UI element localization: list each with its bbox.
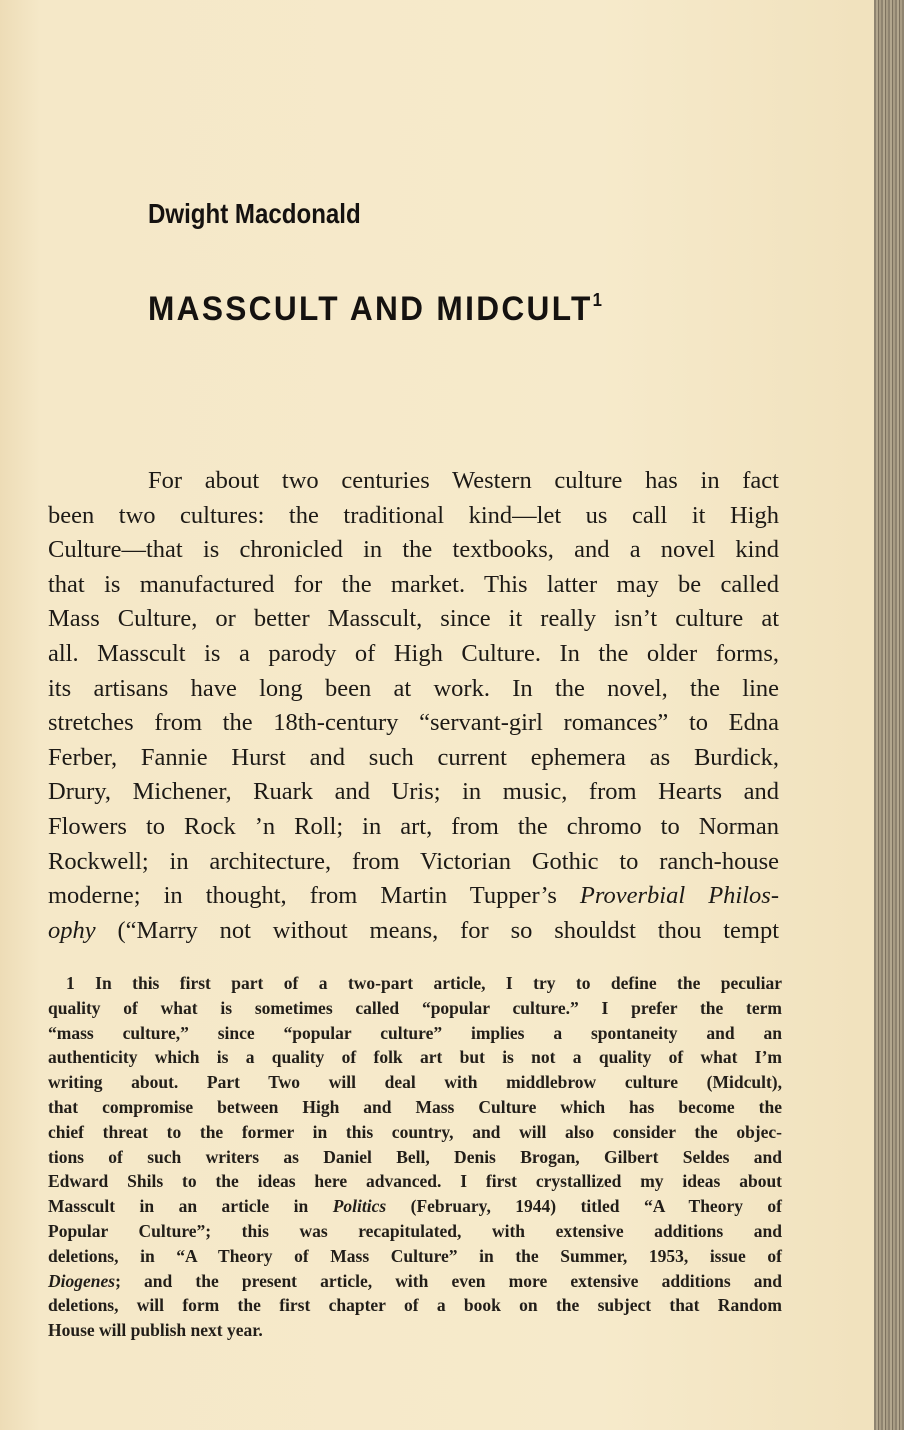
text-segment: Drury, Michener, Ruark and Uris; in music, from Hearts and	[48, 778, 779, 806]
text-segment: moderne; in thought, from Martin Tupper’s	[48, 882, 580, 910]
body-line	[48, 775, 779, 810]
footnote-line	[48, 1269, 782, 1294]
footnote-mark: 1	[592, 290, 602, 310]
text-segment: (February, 1944) titled “A Theory of	[386, 1196, 783, 1217]
text-segment: deletions, will form the first chapter of a book on the subject that Random	[48, 1295, 782, 1316]
body-line	[48, 879, 779, 914]
footnote-line	[48, 1293, 782, 1318]
footnote-line	[48, 1169, 782, 1194]
footnote-line	[48, 1194, 782, 1219]
text-segment: writing about. Part Two will deal with middlebrow culture (Midcult),	[48, 1072, 782, 1093]
body-line	[48, 464, 779, 499]
footnote-line	[48, 971, 782, 996]
text-segment: House will publish next year.	[48, 1320, 263, 1341]
italic-text: Diogenes	[48, 1270, 116, 1291]
text-segment: deletions, in “A Theory of Mass Culture” in the Summer, 1953, issue of	[48, 1245, 782, 1266]
italic-text: ophy	[48, 916, 96, 944]
text-segment: “mass culture,” since “popular culture” implies a spontaneity and an	[48, 1022, 782, 1043]
body-line	[48, 741, 779, 776]
text-segment: that compromise between High and Mass Culture which has become the	[48, 1096, 782, 1117]
body-line	[48, 810, 779, 845]
body-line	[48, 845, 779, 880]
text-segment: quality of what is sometimes called “popular culture.” I prefer the term	[48, 997, 782, 1018]
footnote-line	[48, 1219, 782, 1244]
article-title	[148, 290, 602, 329]
book-page-edges	[874, 0, 904, 1430]
text-segment: Edward Shils to the ideas here advanced. I first crystallized my ideas about	[48, 1171, 782, 1192]
footnote-line	[48, 996, 782, 1021]
italic-text: Politics	[332, 1196, 387, 1217]
text-segment: Flowers to Rock ’n Roll; in art, from the chromo to Norman	[48, 812, 779, 840]
text-segment: 1 In this first part of a two-part article, I try to define the peculiar	[66, 973, 782, 993]
text-segment: Popular Culture”; this was recapitulated, with extensive additions and	[48, 1220, 782, 1241]
text-segment: all. Masscult is a parody of High Culture. In the older forms,	[48, 639, 779, 667]
body-line	[48, 914, 779, 949]
footnote-line	[48, 1095, 782, 1120]
body-line	[48, 706, 779, 741]
text-segment: Rockwell; in architecture, from Victorian Gothic to ranch-house	[48, 847, 779, 875]
footnote	[48, 971, 782, 1343]
footnote-line	[48, 1120, 782, 1145]
text-segment: been two cultures: the traditional kind—let us call it High	[48, 501, 779, 529]
footnote-line	[48, 1244, 782, 1269]
footnote-line	[48, 1070, 782, 1095]
text-segment: Culture—that is chronicled in the textbooks, and a novel kind	[48, 536, 779, 564]
footnote-line	[48, 1045, 782, 1070]
body-text	[48, 464, 779, 948]
text-segment: stretches from the 18th-century “servant-girl romances” to Edna	[48, 709, 779, 737]
text-segment: chief threat to the former in this country, and will also consider the objec-	[48, 1121, 782, 1142]
body-line	[48, 568, 779, 603]
text-segment: its artisans have long been at work. In the novel, the line	[48, 674, 779, 702]
article-title-text: MASSCULT AND MIDCULT	[148, 290, 593, 328]
text-segment: authenticity which is a quality of folk art but is not a quality of what I’m	[48, 1047, 782, 1068]
text-segment: Masscult in an article in	[48, 1196, 333, 1217]
text-segment: ; and the present article, with even more extensive additions and	[115, 1270, 782, 1291]
text-segment: that is manufactured for the market. This latter may be called	[48, 570, 779, 598]
body-line	[48, 672, 779, 707]
body-line	[48, 499, 779, 534]
text-segment: (“Marry not without means, for so shouldst thou tempt	[95, 916, 779, 944]
text-segment: tions of such writers as Daniel Bell, Denis Brogan, Gilbert Seldes and	[48, 1146, 782, 1167]
text-segment: Ferber, Fannie Hurst and such current ephemera as Burdick,	[48, 743, 779, 771]
text-segment: For about two centuries Western culture has in fact	[148, 467, 779, 494]
text-segment: Mass Culture, or better Masscult, since it really isn’t culture at	[48, 605, 779, 633]
footnote-line	[48, 1145, 782, 1170]
body-line	[48, 602, 779, 637]
italic-text: Proverbial Philos-	[579, 882, 779, 910]
body-line	[48, 533, 779, 568]
footnote-line	[48, 1318, 782, 1343]
author-name: Dwight Macdonald	[148, 198, 361, 229]
body-line	[48, 637, 779, 672]
footnote-line	[48, 1021, 782, 1046]
